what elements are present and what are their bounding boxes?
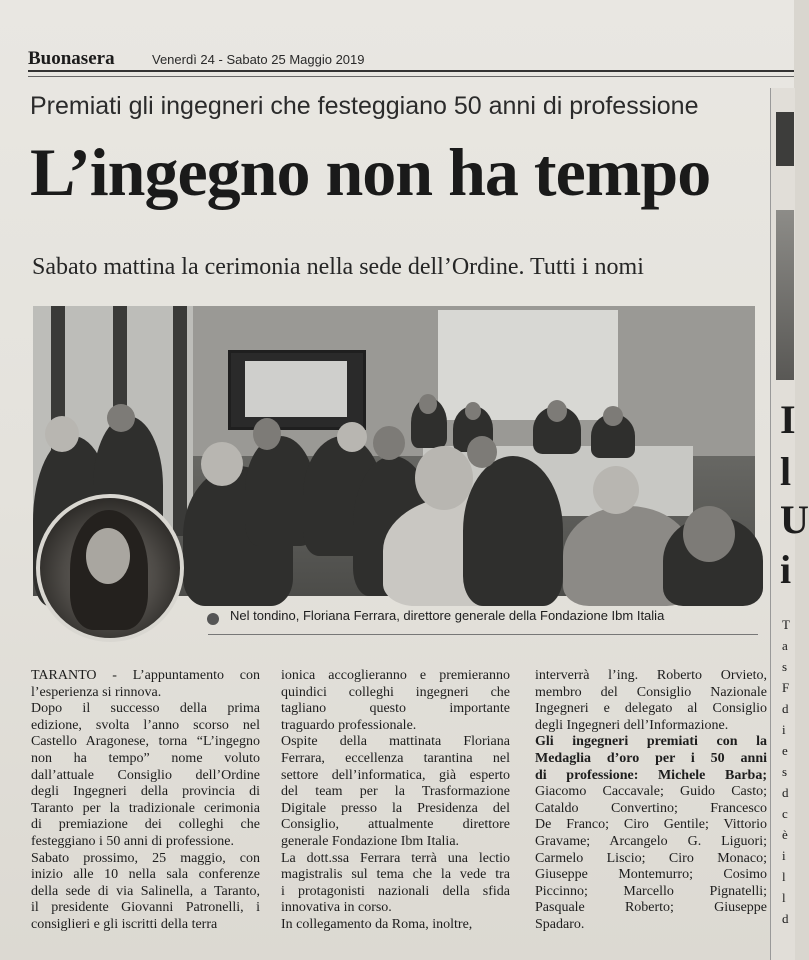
adjacent-page-fragment: l bbox=[782, 890, 786, 905]
article-line: dall’attuale Consiglio dell’Ordine bbox=[31, 767, 260, 783]
adjacent-page-fragment: F bbox=[782, 680, 790, 695]
article-line: l’esperienza si rinnova. bbox=[31, 684, 162, 700]
article-line: Piccinno; Marcello Pignatelli; bbox=[535, 883, 767, 899]
article-line: Carmelo Liscio; Ciro Monaco; bbox=[535, 850, 767, 866]
article-line: festeggiano i 50 anni di professione. bbox=[31, 833, 234, 849]
article-line: In collegamento da Roma, inoltre, bbox=[281, 916, 473, 932]
article-line: i protagonisti nazionali della sfida bbox=[281, 883, 510, 899]
article-line: degli Ingegneri della provincia di bbox=[31, 784, 260, 800]
adjacent-page-letter: U bbox=[780, 497, 809, 542]
article-line: Medaglia d’oro per i 50 anni bbox=[535, 750, 767, 766]
article-line: Castello Aragonese, torna “L’ingegno bbox=[31, 734, 260, 750]
article-line: Digitale presso la Presidenza del bbox=[281, 800, 510, 816]
article-kicker: Premiati gli ingegneri che festeggiano 50 anni di professione bbox=[30, 92, 699, 120]
adjacent-page-fragment: d bbox=[782, 911, 789, 926]
adjacent-page-letter: i bbox=[780, 547, 792, 592]
article-line: Gravame; Arcangelo G. Liguori; bbox=[535, 833, 767, 849]
article-line: Giacomo Caccavale; Guido Casto; bbox=[535, 784, 767, 800]
article-line: Spadaro. bbox=[535, 916, 585, 932]
caption-bullet-icon bbox=[207, 613, 219, 625]
caption-rule bbox=[208, 634, 758, 635]
adjacent-page-fragment: T bbox=[782, 617, 790, 632]
article-column-2 bbox=[281, 668, 510, 934]
article-line: Giuseppe Montemurro; Cosimo bbox=[535, 867, 767, 883]
article-line: inizio alle 10 nella sala conferenze bbox=[31, 867, 260, 883]
article-line: consiglieri e gli iscritti della terra bbox=[31, 916, 218, 932]
article-line: di professione: Michele Barba; bbox=[535, 767, 767, 783]
article-line: della sede di via Salinella, a Taranto, bbox=[31, 883, 260, 899]
adjacent-page-fragment: i bbox=[782, 848, 786, 863]
article-line: Pasquale Roberto; Giuseppe bbox=[535, 900, 767, 916]
article-column-3 bbox=[535, 668, 767, 934]
adjacent-page-fragment: l bbox=[782, 869, 786, 884]
adjacent-page-fragment: s bbox=[782, 659, 788, 674]
article-line: quindici colleghi ingegneri che bbox=[281, 684, 510, 700]
article-line: magistralis sul tema che la vede tra bbox=[281, 867, 510, 883]
article-line: generale Fondazione Ibm Italia. bbox=[281, 833, 460, 849]
adjacent-page-fragment: e bbox=[782, 743, 788, 758]
adjacent-page-photo bbox=[776, 112, 794, 166]
newspaper-name: Buonasera bbox=[28, 48, 115, 69]
article-line: degli Ingegneri dell’Informazione. bbox=[535, 717, 729, 733]
article-line: Gli ingegneri premiati con la bbox=[535, 734, 767, 750]
article-line: Dopo il successo della prima bbox=[31, 701, 260, 717]
article-line: tagliano questo importante bbox=[281, 701, 510, 717]
article-column-1 bbox=[31, 668, 260, 934]
article-line: Taranto per la tradizionale cerimonia bbox=[31, 800, 260, 816]
adjacent-page-fragment: d bbox=[782, 785, 789, 800]
article-line: settore dell’informatica, già esperto bbox=[281, 767, 510, 783]
article-line: La dott.ssa Ferrara terrà una lectio bbox=[281, 850, 510, 866]
masthead-rule bbox=[28, 70, 794, 72]
article-line: traguardo professionale. bbox=[281, 717, 417, 733]
adjacent-page-photo-2 bbox=[776, 210, 794, 380]
photo-caption: Nel tondino, Floriana Ferrara, direttore generale della Fondazione Ibm Italia bbox=[230, 608, 665, 623]
masthead-rule-thin bbox=[28, 76, 794, 77]
article-line: interverrà l’ing. Roberto Orvieto, bbox=[535, 668, 767, 683]
adjacent-page-fragment: d bbox=[782, 701, 789, 716]
adjacent-page-letter: l bbox=[780, 449, 792, 494]
issue-date: Venerdì 24 - Sabato 25 Maggio 2019 bbox=[152, 52, 365, 67]
article-line: non ha tempo” nome voluto bbox=[31, 750, 260, 766]
adjacent-page-fragment: c bbox=[782, 806, 788, 821]
adjacent-page-fragment: a bbox=[782, 638, 788, 653]
article-headline: L’ingegno non ha tempo bbox=[30, 134, 711, 210]
article-line: TARANTO - L’appuntamento con bbox=[31, 668, 260, 683]
adjacent-page-letter: I bbox=[780, 397, 796, 442]
portrait-inset bbox=[36, 494, 184, 642]
article-line: Sabato prossimo, 25 maggio, con bbox=[31, 850, 260, 866]
article-line: edizione, svolta l’anno scorso nel bbox=[31, 717, 260, 733]
presentation-screen bbox=[228, 350, 366, 430]
article-line: Consiglio, attualmente direttore bbox=[281, 817, 510, 833]
article-line: innovativa in corso. bbox=[281, 900, 392, 916]
article-line: De Franco; Ciro Gentile; Vittorio bbox=[535, 817, 767, 833]
adjacent-page-fragment: è bbox=[782, 827, 788, 842]
article-line: Ingegneri e delegato al Consiglio bbox=[535, 701, 767, 717]
adjacent-page-fragment: i bbox=[782, 722, 786, 737]
article-line: ionica accoglieranno e premieranno bbox=[281, 668, 510, 683]
article-line: Cataldo Convertino; Francesco bbox=[535, 800, 767, 816]
article-line: del team per la Trasformazione bbox=[281, 784, 510, 800]
article-line: Ospite della mattinata Floriana bbox=[281, 734, 510, 750]
article-line: di premiazione dei colleghi che bbox=[31, 817, 260, 833]
article-line: il presidente Giovanni Patronelli, i bbox=[31, 900, 260, 916]
article-line: Ferrara, eccellenza tarantina nel bbox=[281, 750, 510, 766]
article-line: membro del Consiglio Nazionale bbox=[535, 684, 767, 700]
adjacent-page-fragment: s bbox=[782, 764, 788, 779]
article-subheadline: Sabato mattina la cerimonia nella sede dell’Ordine. Tutti i nomi bbox=[32, 254, 644, 280]
